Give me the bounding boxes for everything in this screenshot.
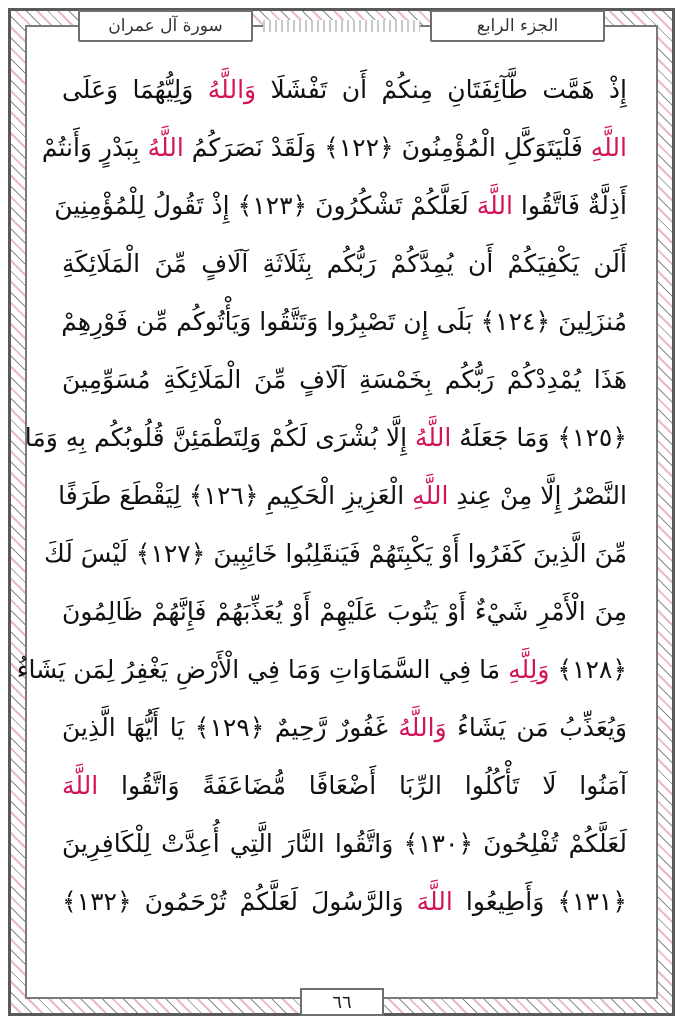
text-line-2: اللَّهِ فَلْيَتَوَكَّلِ الْمُؤْمِنُونَ ﴿١٢٢﴾ وَلَقَدْ نَصَرَكُمُ اللَّهُ بِبَدْرٍ وَأَنتُمْ — [41, 133, 627, 162]
divine-name-highlight: اللَّهَ — [416, 887, 453, 916]
text-line-5: مُنزَلِينَ ﴿١٢٤﴾ بَلَى إِن تَصْبِرُوا وَتَتَّقُوا وَيَأْتُوكُم مِّن فَوْرِهِمْ — [61, 307, 627, 336]
page-number: ٦٦ — [300, 988, 384, 1016]
text-line-12: وَيُعَذِّبُ مَن يَشَاءُ وَاللَّهُ غَفُورٌ رَّحِيمٌ ﴿١٢٩﴾ يَا أَيُّهَا الَّذِينَ — [62, 713, 627, 742]
text-line-4: أَلَن يَكْفِيَكُمْ أَن يُمِدَّكُمْ رَبُّكُم بِثَلَاثَةِ آلَافٍ مِّنَ الْمَلَائِكَةِ — [62, 249, 627, 278]
juz-name-box: الجزء الرابع — [430, 10, 605, 42]
divine-name-highlight: اللَّهُ — [147, 133, 184, 162]
divine-name-highlight: وَاللَّهُ — [207, 75, 257, 104]
text-line-11: ﴿١٢٨﴾ وَلِلَّهِ مَا فِي السَّمَاوَاتِ وَمَا فِي الْأَرْضِ يَغْفِرُ لِمَن يَشَاءُ — [16, 655, 627, 684]
divine-name-highlight: اللَّهَ — [476, 191, 513, 220]
text-line-9: مِّنَ الَّذِينَ كَفَرُوا أَوْ يَكْبِتَهُمْ فَيَنقَلِبُوا خَائِبِينَ ﴿١٢٧﴾ لَيْسَ لَكَ — [44, 539, 627, 568]
text-line-15: ﴿١٣١﴾ وَأَطِيعُوا اللَّهَ وَالرَّسُولَ لَعَلَّكُمْ تُرْحَمُونَ ﴿١٣٢﴾ — [62, 887, 627, 916]
divine-name-highlight: اللَّهِ — [590, 133, 627, 162]
text-line-7: ﴿١٢٥﴾ وَمَا جَعَلَهُ اللَّهُ إِلَّا بُشْرَى لَكُمْ وَلِتَطْمَئِنَّ قُلُوبُكُم بِهِ وَمَا — [24, 423, 627, 452]
quran-text — [16, 62, 627, 942]
divine-name-highlight: وَلِلَّهِ — [508, 655, 550, 684]
page-header — [78, 10, 605, 44]
text-line-3: أَذِلَّةٌ فَاتَّقُوا اللَّهَ لَعَلَّكُمْ تَشْكُرُونَ ﴿١٢٣﴾ إِذْ تَقُولُ لِلْمُؤْمِنِينَ — [54, 191, 627, 220]
divine-name-highlight: اللَّهِ — [412, 481, 449, 510]
divine-name-highlight: وَاللَّهُ — [398, 713, 447, 742]
text-line-14: لَعَلَّكُمْ تُفْلِحُونَ ﴿١٣٠﴾ وَاتَّقُوا النَّارَ الَّتِي أُعِدَّتْ لِلْكَافِرِينَ — [62, 829, 627, 858]
divine-name-highlight: اللَّهُ — [415, 423, 452, 452]
text-line-13: آمَنُوا لَا تَأْكُلُوا الرِّبَا أَضْعَافًا مُّضَاعَفَةً وَاتَّقُوا اللَّهَ — [62, 771, 627, 800]
text-line-10: مِنَ الْأَمْرِ شَيْءٌ أَوْ يَتُوبَ عَلَيْهِمْ أَوْ يُعَذِّبَهُمْ فَإِنَّهُمْ ظَالِمُونَ — [62, 597, 627, 626]
text-line-1: إِذْ هَمَّت طَّآئِفَتَانِ مِنكُمْ أَن تَفْشَلَا وَاللَّهُ وَلِيُّهُمَا وَعَلَى — [62, 75, 627, 104]
header-ornament — [263, 20, 420, 32]
divine-name-highlight: اللَّهَ — [62, 771, 99, 800]
text-line-8: النَّصْرُ إِلَّا مِنْ عِندِ اللَّهِ الْعَزِيزِ الْحَكِيمِ ﴿١٢٦﴾ لِيَقْطَعَ طَرَفًا — [58, 481, 627, 510]
text-line-6: هَذَا يُمْدِدْكُمْ رَبُّكُم بِخَمْسَةِ آلَافٍ مِّنَ الْمَلَائِكَةِ مُسَوِّمِينَ — [62, 365, 627, 394]
surah-name-box: سورة آل عمران — [78, 10, 253, 42]
